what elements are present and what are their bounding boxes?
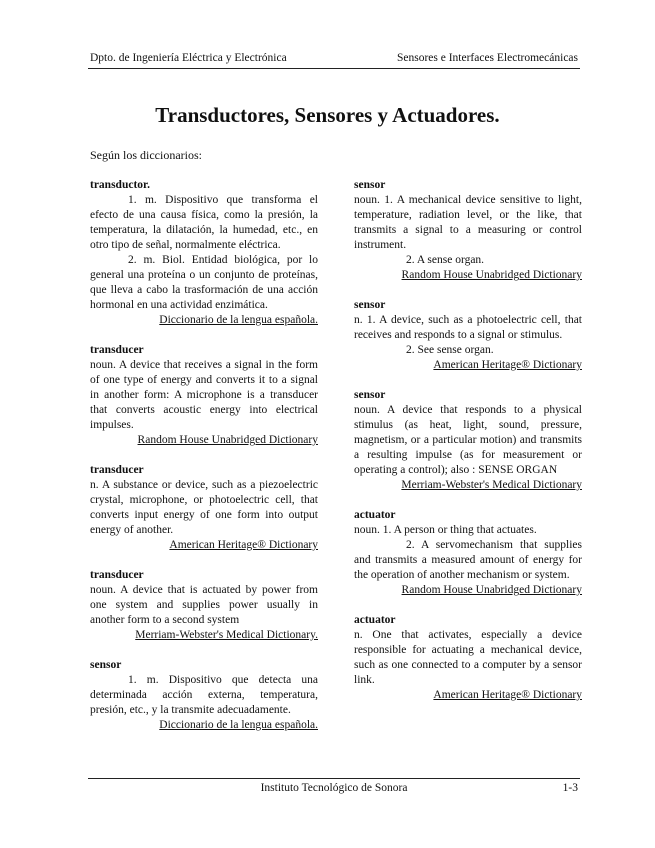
entry-term: actuator [354,614,396,626]
dictionary-entry [90,178,318,328]
page-number: 1-3 [562,782,578,794]
page-header [88,52,580,69]
entry-source: Merriam-Webster's Medical Dictionary [401,479,582,491]
entry-term: actuator [354,509,396,521]
entry-term: sensor [354,299,386,311]
entry-definition: 1. m. Dispositivo que detecta una determinada acción externa, temperatura, presión, etc., y la transmite adecuadamente. [90,674,318,716]
entry-definition: 2. See sense organ. [406,344,494,356]
dictionary-entry [354,508,582,598]
entry-term: transducer [90,344,144,356]
entry-definition: n. One that activates, especially a device responsible for actuating a mechanical device, such as one connected to a computer by a sensor link. [354,629,582,686]
entry-definition: noun. A device that receives a signal in the form of one type of energy and converts it to a signal in another form: A microphone is a transducer that converts acoustic energy into electrical impulses. [90,359,318,431]
page-title: Transductores, Sensores y Actuadores. [155,103,500,127]
entry-source: American Heritage® Dictionary [169,539,318,551]
entry-source: Diccionario de la lengua española. [159,314,318,326]
entry-source: Random House Unabridged Dictionary [401,584,582,596]
entry-term: sensor [354,179,386,191]
header-course: Sensores e Interfaces Electromecánicas [396,52,578,64]
entry-term: sensor [90,659,122,671]
entry-definition: noun. A device that responds to a physical stimulus (as heat, light, sound, pressure, magnetism, or a particular motion) and transmits a resulting impulse (as for measurement or operating a control); also : SENSE ORGAN [354,404,582,476]
entry-source: Diccionario de la lengua española. [159,719,318,731]
dictionary-entry [354,388,582,493]
entry-definition: noun. 1. A mechanical device sensitive to light, temperature, radiation level, or the like, that transmits a signal to a measuring or control instrument. [354,194,582,251]
dictionary-entry [90,343,318,448]
entry-term: transducer [90,569,144,581]
dictionary-entry [354,178,582,283]
dictionary-entry [354,298,582,373]
dictionary-entry [354,613,582,703]
entry-source: Random House Unabridged Dictionary [137,434,318,446]
dictionary-entry [90,568,318,643]
left-column [90,178,318,748]
intro-text: Según los diccionarios: [90,148,202,162]
entry-definition: 2. A sense organ. [406,254,485,266]
entry-definition: 2. A servomechanism that supplies and transmits a measured amount of energy for the operation of another mechanism or system. [354,539,582,581]
entry-source: Merriam-Webster's Medical Dictionary. [135,629,318,641]
entry-definition: noun. 1. A person or thing that actuates. [354,524,537,536]
entry-term: sensor [354,389,386,401]
entry-definition: noun. A device that is actuated by power from one system and supplies power usually in another form to a second system [90,584,318,626]
entry-source: Random House Unabridged Dictionary [401,269,582,281]
entry-definition: 1. m. Dispositivo que transforma el efecto de una causa física, como la presión, la temperatura, la dilatación, la humedad, etc., en otro tipo de señal, normalmente eléctrica. [90,194,318,251]
entry-term: transductor. [90,179,150,191]
right-column [354,178,582,718]
page-footer [88,778,580,795]
entry-source: American Heritage® Dictionary [433,689,582,701]
header-department: Dpto. de Ingeniería Eléctrica y Electrónica [90,52,287,64]
entry-definition: n. 1. A device, such as a photoelectric cell, that receives and responds to a signal or stimulus. [354,314,582,341]
dictionary-entry [90,463,318,553]
footer-institution: Instituto Tecnológico de Sonora [260,782,408,794]
entry-definition: 2. m. Biol. Entidad biológica, por lo general una proteína o un conjunto de proteínas, que lleva a cabo la trasformación de una acción hormonal en una actividad enzimática. [90,254,318,311]
entry-definition: n. A substance or device, such as a piezoelectric crystal, microphone, or photoelectric cell, that converts input energy of one form into output energy of another. [90,479,318,536]
entry-source: American Heritage® Dictionary [433,359,582,371]
dictionary-entry [90,658,318,733]
entry-term: transducer [90,464,144,476]
